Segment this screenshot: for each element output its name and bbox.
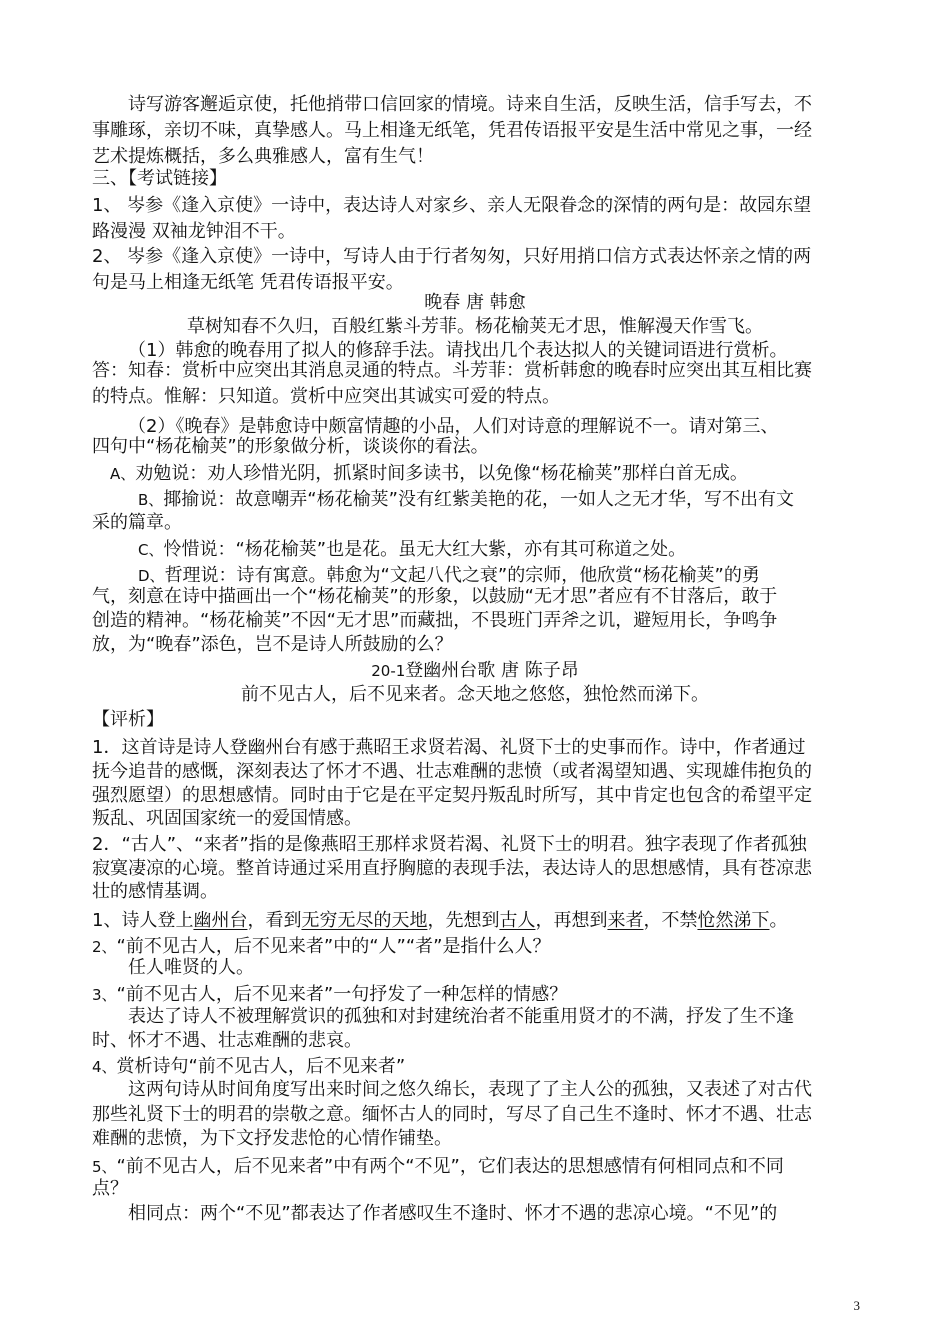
intro-line-2: 事雕琢，亲切不味，真挚感人。马上相逢无纸笔，凭君传语报平安是生活中常见之事，一经 — [92, 120, 812, 141]
question-s4-label: 4、 — [92, 1058, 117, 1076]
option-c — [138, 537, 686, 563]
s1-part: 1、诗人登上 — [92, 910, 194, 931]
question-2-line-2: 句是马上相逢无纸笔 凭君传语报平安。 — [92, 272, 404, 293]
s1-part: ，再想到 — [535, 910, 608, 931]
poem-2-title-text: 登幽州台歌 唐 陈子昂 — [405, 660, 579, 681]
s1-part: ，不禁 — [643, 910, 698, 931]
question-s5-line-2: 点？ — [92, 1178, 128, 1199]
s1-part: ，看到 — [247, 910, 302, 931]
answer-s4-line-3: 难酬的悲愤，为下文抒发悲怆的心情作铺垫。 — [92, 1128, 452, 1149]
option-d-line-4: 放，为“晚春”添色，岂不是诗人所鼓励的么？ — [92, 634, 453, 655]
option-a — [110, 461, 748, 487]
option-b-text: 揶揄说：故意嘲弄“杨花榆荚”没有红紫美艳的花，一如人之无才华，写不出有文 — [163, 489, 794, 510]
question-s5-label: 5、 — [92, 1158, 117, 1176]
option-c-text: 怜惜说：“杨花榆荚”也是花。虽无大红大紫，亦有其可称道之处。 — [163, 539, 687, 560]
question-s2-text: “前不见古人，后不见来者”中的“人”“者”是指什么人？ — [116, 936, 551, 957]
question-2-line-1: 2、 岑参《逢入京使》一诗中，写诗人由于行者匆匆，只好用捎口信方式表达怀亲之情的两 — [92, 246, 812, 267]
question-s5-line-1 — [92, 1154, 784, 1180]
blank-future: 来者 — [607, 910, 644, 931]
option-d-text: 哲理说：诗有寓意。韩愈为“文起八代之衰”的宗师，他欣赏“杨花榆荚”的勇 — [164, 565, 760, 586]
answer-s4-line-1: 这两句诗从时间角度写出来时间之悠久绵长，表现了了主人公的孤独，又表述了对古代 — [128, 1079, 812, 1100]
option-b-line-2: 采的篇章。 — [92, 512, 182, 533]
blank-sight: 无穷无尽的天地 — [301, 910, 428, 931]
question-s4-text: 赏析诗句“前不见古人，后不见来者” — [116, 1056, 406, 1077]
option-a-text: 劝勉说：劝人珍惜光阴，抓紧时间多读书，以免像“杨花榆荚”那样白首无成。 — [135, 463, 748, 484]
poem-1-title: 晚春 唐 韩愈 — [424, 292, 526, 313]
commentary-2-line-2: 寂寞凄凉的心境。整首诗通过采用直抒胸臆的表现手法，表达诗人的思想感情，具有苍凉悲 — [92, 858, 812, 879]
page-number: 3 — [853, 1298, 860, 1313]
answer-s2: 任人唯贤的人。 — [128, 957, 254, 978]
answer-s3-line-1: 表达了诗人不被理解赏识的孤独和对封建统治者不能重用贤才的不满，抒发了生不逢 — [128, 1006, 794, 1027]
commentary-1-line-3: 强烈愿望）的思想感情。同时由于它是在平定契丹叛乱时所写，其中肯定也包含的希望平定 — [92, 785, 812, 806]
poem-2-text: 前不见古人，后不见来者。念天地之悠悠，独怆然而涕下。 — [241, 684, 709, 705]
answer-s4-line-2: 那些礼贤下士的明君的崇敬之意。缅怀古人的同时，写尽了自己生不逢时、怀才不遇、壮志 — [92, 1104, 812, 1125]
analysis-q2-line-2: 四句中“杨花榆荚”的形象做分析，谈谈你的看法。 — [92, 436, 489, 457]
commentary-1-line-2: 抚今追昔的感慨，深刻表达了怀才不遇、壮志难酬的悲愤（或者渴望知遇、实现雄伟抱负的 — [92, 761, 812, 782]
analysis-q1-line-2: 答：知春：赏析中应突出其消息灵通的特点。斗芳菲：赏析韩愈的晚春时应突出其互相比赛 — [92, 360, 812, 381]
s1-part: ，先想到 — [427, 910, 500, 931]
section-heading: 三、【考试链接】 — [92, 168, 227, 189]
commentary-2-line-1: 2．“古人”、“来者”指的是像燕昭王那样求贤若渴、礼贤下士的明君。独字表现了作者孤独 — [92, 834, 807, 855]
s1-part: 。 — [769, 910, 788, 931]
poem-2-number: 20-1 — [371, 662, 406, 680]
commentary-1-line-4: 叛乱、巩固国家统一的爱国情感。 — [92, 808, 362, 829]
commentary-1-line-1: 1．这首诗是诗人登幽州台有感于燕昭王求贤若渴、礼贤下士的史事而作。诗中，作者通过 — [92, 737, 806, 758]
option-b-line-1 — [138, 487, 794, 513]
question-1-line-2: 路漫漫 双袖龙钟泪不干。 — [92, 221, 296, 242]
answer-s5-line-1: 相同点：两个“不见”都表达了作者感叹生不逢时、怀才不遇的悲凉心境。“不见”的 — [128, 1203, 778, 1224]
poem-2-title — [0, 658, 950, 684]
blank-place: 幽州台 — [193, 910, 248, 931]
commentary-heading: 【评析】 — [92, 709, 164, 730]
analysis-q1-line-3: 的特点。惟解：只知道。赏析中应突出其诚实可爱的特点。 — [92, 386, 560, 407]
option-a-label: A、 — [110, 465, 136, 483]
question-s3-label: 3、 — [92, 986, 117, 1004]
option-c-label: C、 — [138, 541, 164, 559]
analysis-q2-line-1: （2）《晚春》是韩愈诗中颇富情趣的小品，人们对诗意的理解说不一。请对第三、 — [128, 416, 779, 437]
option-d-line-3: 创造的精神。“杨花榆荚”不因“无才思”而藏拙，不畏班门弄斧之讥，避短用长，争鸣争 — [92, 610, 778, 631]
question-1-line-1: 1、 岑参《逢入京使》一诗中，表达诗人对家乡、亲人无限眷念的深情的两句是：故园东望 — [92, 195, 812, 216]
fill-in-sentence — [92, 908, 787, 934]
analysis-q1-line-1: （1）韩愈的晚春用了拟人的修辞手法。请找出几个表达拟人的关键词语进行赏析。 — [128, 340, 788, 361]
commentary-2-line-3: 壮的感情基调。 — [92, 881, 218, 902]
option-b-label: B、 — [138, 491, 164, 509]
question-s2-label: 2、 — [92, 938, 117, 956]
blank-ancients: 古人 — [499, 910, 536, 931]
option-d-line-2: 气，刻意在诗中描画出一个“杨花榆荚”的形象，以鼓励“无才思”者应有不甘落后，敢于 — [92, 586, 778, 607]
option-d-label: D、 — [138, 567, 165, 585]
question-s5-text: “前不见古人，后不见来者”中有两个“不见”，它们表达的思想感情有何相同点和不同 — [116, 1156, 784, 1177]
intro-line-3: 艺术提炼概括，多么典雅感人，富有生气！ — [92, 146, 434, 167]
poem-1-text: 草树知春不久归，百般红紫斗芳菲。杨花榆荚无才思，惟解漫天作雪飞。 — [187, 316, 763, 337]
blank-emotion: 怆然涕下 — [697, 910, 770, 931]
intro-line-1: 诗写游客邂逅京使，托他捎带口信回家的情境。诗来自生活，反映生活，信手写去，不 — [128, 94, 812, 115]
answer-s3-line-2: 时、怀才不遇、壮志难酬的悲哀。 — [92, 1030, 362, 1051]
question-s3-text: “前不见古人，后不见来者”一句抒发了一种怎样的情感？ — [116, 984, 568, 1005]
